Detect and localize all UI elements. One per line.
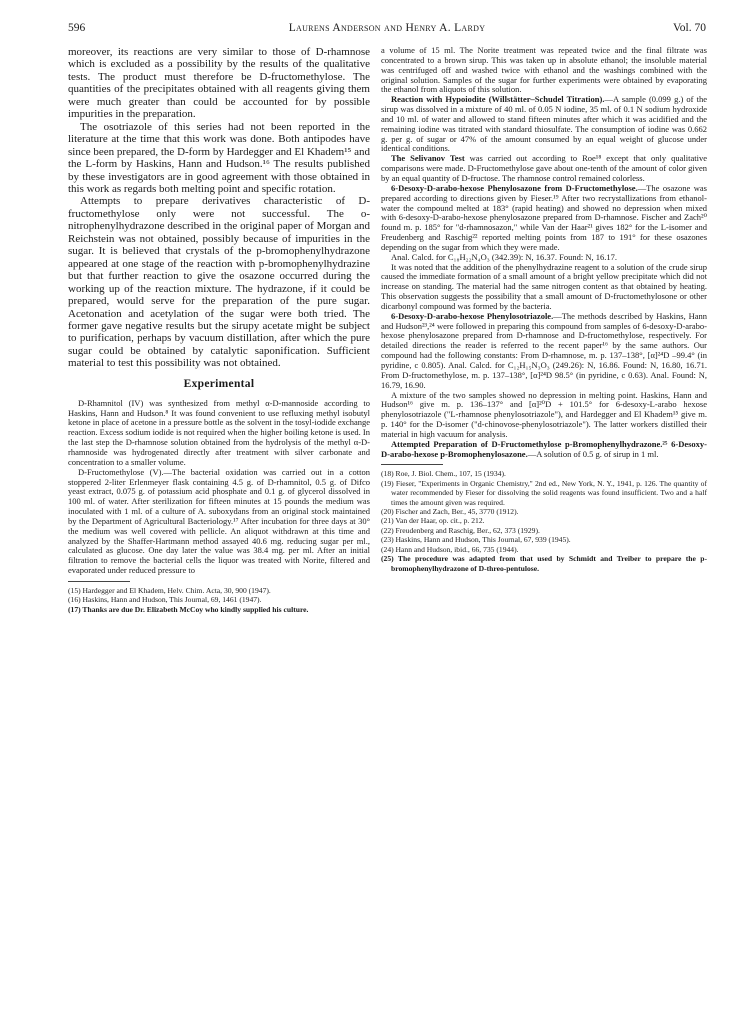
run-in-heading: Attempted Preparation of D-Fructomethylose p-Bromophenylhydrazone.²⁵ bbox=[391, 438, 668, 449]
experimental-text-continued bbox=[381, 46, 707, 459]
footnote: (22) Freudenberg and Raschig, Ber., 62, 373 (1929). bbox=[381, 525, 540, 535]
running-title: Laurens Anderson and Henry A. Lardy bbox=[288, 22, 486, 34]
left-column bbox=[68, 46, 370, 614]
footnote: (20) Fischer and Zach, Ber., 45, 3770 (1912). bbox=[381, 507, 519, 517]
paragraph: It was noted that the addition of the phenylhydrazine reagent to a solution of the crude sirup caused the immediate formation of a small amount of a bright yellow precipitate which did not increase on standing. The material had the same nitrogen content as that obtained by heating. This observation suggests the possibility that a small amount of D-fructomethylosone or other dicarbonyl compound was formed by the bacteria. bbox=[381, 261, 707, 311]
paragraph: The osotriazole of this series had not been reported in the literature at the time that this work was done. Both antipodes have since been prepared, the D-form by Hardegger and El Khadem¹⁵ and the L-form by Haskins, Hann and Hudson.¹⁶ The results published by these investigators are in good agreement with those obtained in this work as regards both melting point and specific rotation. bbox=[68, 120, 370, 195]
section-heading: Experimental bbox=[183, 377, 255, 390]
page-number: 596 bbox=[68, 22, 86, 34]
footnote: (17) Thanks are due Dr. Elizabeth McCoy who kindly supplied his culture. bbox=[68, 604, 309, 614]
footnote: (21) Van der Haar, op. cit., p. 212. bbox=[381, 516, 485, 526]
paragraph: a volume of 15 ml. The Norite treatment was repeated twice and the final filtrate was concentrated to a brown sirup. This was taken up in absolute ethanol; the insoluble material was centrifuged off and washed twice with ethanol and the washings combined with the original solution. Samples of the sugar for further experiments were obtained by evaporating the ethanol from aliquots of this solution. bbox=[381, 45, 707, 95]
run-in-heading: D-Rhamnitol (IV) bbox=[78, 397, 144, 408]
paragraph: D-Rhamnitol (IV) was synthesized from methyl α-D-mannoside according to Haskins, Hann and Hudson.⁸ It was found convenient to use refluxing methyl isobutyl ketone in place of acetone in a pressure bottle as the solvent in the tosyl-iodide exchange reaction. Excess sodium iodide is not required when the higher boiling ketone is used. In the last step the D-rhamnose solution obtained from the hydrolysis of the methyl α-D-rhamnoside was hydrogenated directly after treatment with silver carbonate and concentration to a smaller volume. bbox=[68, 397, 370, 467]
paragraph: 6-Desoxy-D-arabo-hexose Phenylosazone from D-Fructomethylose.—The osazone was prepared according to directions given by Fieser.¹⁹ After two recrystallizations from ethanol-water the compound melted at 183° (rapid heating) and showed no depression when mixed with 6-desoxy-D-arabo-hexose phenylosazone prepared from D-rhamnose. Fischer and Zach²⁰ found m. p. 185° for "d-rhamnosazon," while Van der Haar²¹ gives 182° for the L-isomer and Freudenberg and Raschig²² reported melting points from 187 to 191° for these osazones depending on the sugar from which they were made. bbox=[381, 182, 707, 252]
footnote: (25) The procedure was adapted from that used by Schmidt and Treiber to prepare the p-bromophenylhydrazone of D-threo-pentulose. bbox=[381, 554, 707, 573]
experimental-text bbox=[68, 399, 370, 576]
footnote: (19) Fieser, "Experiments in Organic Chemistry," 2nd ed., New York, N. Y., 1941, p. 126. The quantity of water recommended by Fieser for dissolving the solid reagents was found insufficient. Two and a half times the amount given was required. bbox=[381, 478, 707, 507]
footnote-rule bbox=[68, 581, 130, 582]
footnote: (15) Hardegger and El Khadem, Helv. Chim. Acta, 30, 900 (1947). bbox=[68, 585, 271, 595]
right-column bbox=[381, 46, 707, 573]
run-in-heading: The Selivanov Test bbox=[391, 153, 465, 164]
paragraph: Reaction with Hypoiodite (Willstätter–Schudel Titration).—A sample (0.099 g.) of the sirup was dissolved in a mixture of 40 ml. of 0.05 N iodine, 35 ml. of 0.1 N sodium hydroxide and 10 ml. of water and allowed to stand fifteen minutes after which it was acidified and the remaining iodine was titrated with standard thiosulfate. The consumption of iodine was 0.662 g. per g. of sugar or 47% of the amount consumed by an equal weight of glucose under identical conditions. bbox=[381, 94, 708, 154]
paragraph: Attempted Preparation of D-Fructomethylose p-Bromophenylhydrazone.²⁵ 6-Desoxy-D-arabo-hexose p-Bromophenylosazone.—A solution of 0.5 g. of sirup in 1 ml. bbox=[381, 438, 707, 459]
footnote: (24) Hann and Hudson, ibid., 66, 735 (1944). bbox=[381, 544, 519, 554]
paragraph: 6-Desoxy-D-arabo-hexose Phenylosotriazole.—The methods described by Haskins, Hann and Hudson²³,²⁴ were followed in preparing this compound from samples of 6-desoxy-D-arabo-hexose phenylosazone prepared from D-rhamnose and D-fructomethylose, respectively. For detailed directions the reader is referred to the recent paper¹⁶ by the same authors. Our compound had the following constants: From D-rhamnose, m. p. 137–138°, [α]²⁴D –99.4° (in pyridine, c 0.805). Anal. Calcd. for C₁₂H₁₅N₃O₃ (249.26): N, 16.86. Found: N, 16.80, 16.71. From D-fructomethylose, m. p. 137–138°, [α]²⁴D 98.5° (in pyridine, c 0.63). Anal. Found: N, 16.79, 16.90. bbox=[381, 310, 707, 390]
run-in-heading: Reaction with Hypoiodite (Willstätter–Schudel Titration). bbox=[391, 94, 605, 105]
paragraph: moreover, its reactions are very similar to those of D-rhamnose which is excluded as a possibility by the results of the qualitative tests. The product must therefore be D-fructomethylose. The quantities of the precipitates obtained with all reagents giving them were much greater than could be accounted for by possible impurities in the preparation. bbox=[68, 46, 370, 121]
paragraph: The Selivanov Test was carried out according to Roe¹⁸ except that only qualitative comparisons were made. D-Fructomethylose gave about one-tenth of the amount of color given by an equal quantity of D-fructose. The rhamnose control remained colorless. bbox=[381, 153, 707, 183]
paragraph: Attempts to prepare derivatives characteristic of D-fructomethylose only were not successful. The o-nitrophenylhydrazone described in the original paper of Morgan and Reichstein was not obtained, possibly because of impurities in the sugar. It is believed that crystals of the p-bromophenylhydrazone appeared at one stage of the reaction with p-bromophenylhydrazine but that further reaction to give the osazone occurred during the working up of the reaction mixture. The hydrazone, if it could be prepared, would serve for the preparation of the pure sugar. Acetonation and acetylation of the sugar were both tried. The former gave negative results but the sirupy acetate might be subject to purification, perhaps by vacuum distillation, after which the pure sugar could be obtained by catalytic saponification. Sufficient material to test this possibility was not obtained. bbox=[68, 195, 370, 370]
volume-label: Vol. 70 bbox=[672, 22, 706, 34]
run-in-heading: D-Fructomethylose (V). bbox=[78, 466, 164, 477]
footnote: (18) Roe, J. Biol. Chem., 107, 15 (1934). bbox=[381, 469, 506, 479]
footnote-rule bbox=[381, 464, 443, 465]
footnote: (16) Haskins, Hann and Hudson, This Journal, 69, 1461 (1947). bbox=[68, 595, 262, 605]
run-in-heading: 6-Desoxy-D-arabo-hexose Phenylosotriazole. bbox=[391, 310, 554, 321]
paragraph: A mixture of the two samples showed no depression in melting point. Haskins, Hann and Hudson¹⁶ give m. p. 136–137° and [α]²⁰D + 101.5° for 6-desoxy-L-arabo hexose phenylosotriazole ("L-rhamnose phenylosotriazole"), and Hardegger and El Khadem¹⁵ give m. p. 140° for the D-isomer ("d-chinovose-phenylosotriazole"). The latter workers distilled their material in high vacuum for analysis. bbox=[381, 389, 707, 439]
page-header bbox=[68, 22, 706, 36]
run-in-heading: 6-Desoxy-D-arabo-hexose p-Bromophenylosazone. bbox=[381, 438, 707, 459]
paragraph: Anal. Calcd. for C₁₈H₂₂N₄O₃ (342.39): N, 16.37. Found: N, 16.17. bbox=[391, 251, 618, 262]
discussion-text bbox=[68, 46, 370, 370]
footnote: (23) Haskins, Hann and Hudson, This Journal, 67, 939 (1945). bbox=[381, 535, 571, 545]
run-in-heading: 6-Desoxy-D-arabo-hexose Phenylosazone from D-Fructomethylose. bbox=[391, 182, 638, 193]
paragraph: D-Fructomethylose (V).—The bacterial oxidation was carried out in a cotton stoppered 2-liter Erlenmeyer flask containing 4.5 g. of D-rhamnitol, 0.5 g. of Difco yeast extract, 0.075 g. of potassium acid phosphate and 0.1 g. of glycerol dissolved in 100 ml. of water. After sterilization for fifteen minutes at 15 pounds the medium was inoculated with 1 ml. of a culture of A. suboxydans from an original stock maintained by the Department of Agricultural Bacteriology.¹⁷ After incubation for three days at 30° the medium was well covered with pellicle. An aliquot withdrawn at this time and analyzed by the Shaffer-Hartmann method assayed 40.6 mg. reducing sugar per ml., calculated as glucose. One day later the value was 38.4 mg. per ml. After an initial filtration to remove the bacterial cells the liquor was treated with Norite, filtered and evaporated under reduced pressure to bbox=[68, 466, 370, 576]
